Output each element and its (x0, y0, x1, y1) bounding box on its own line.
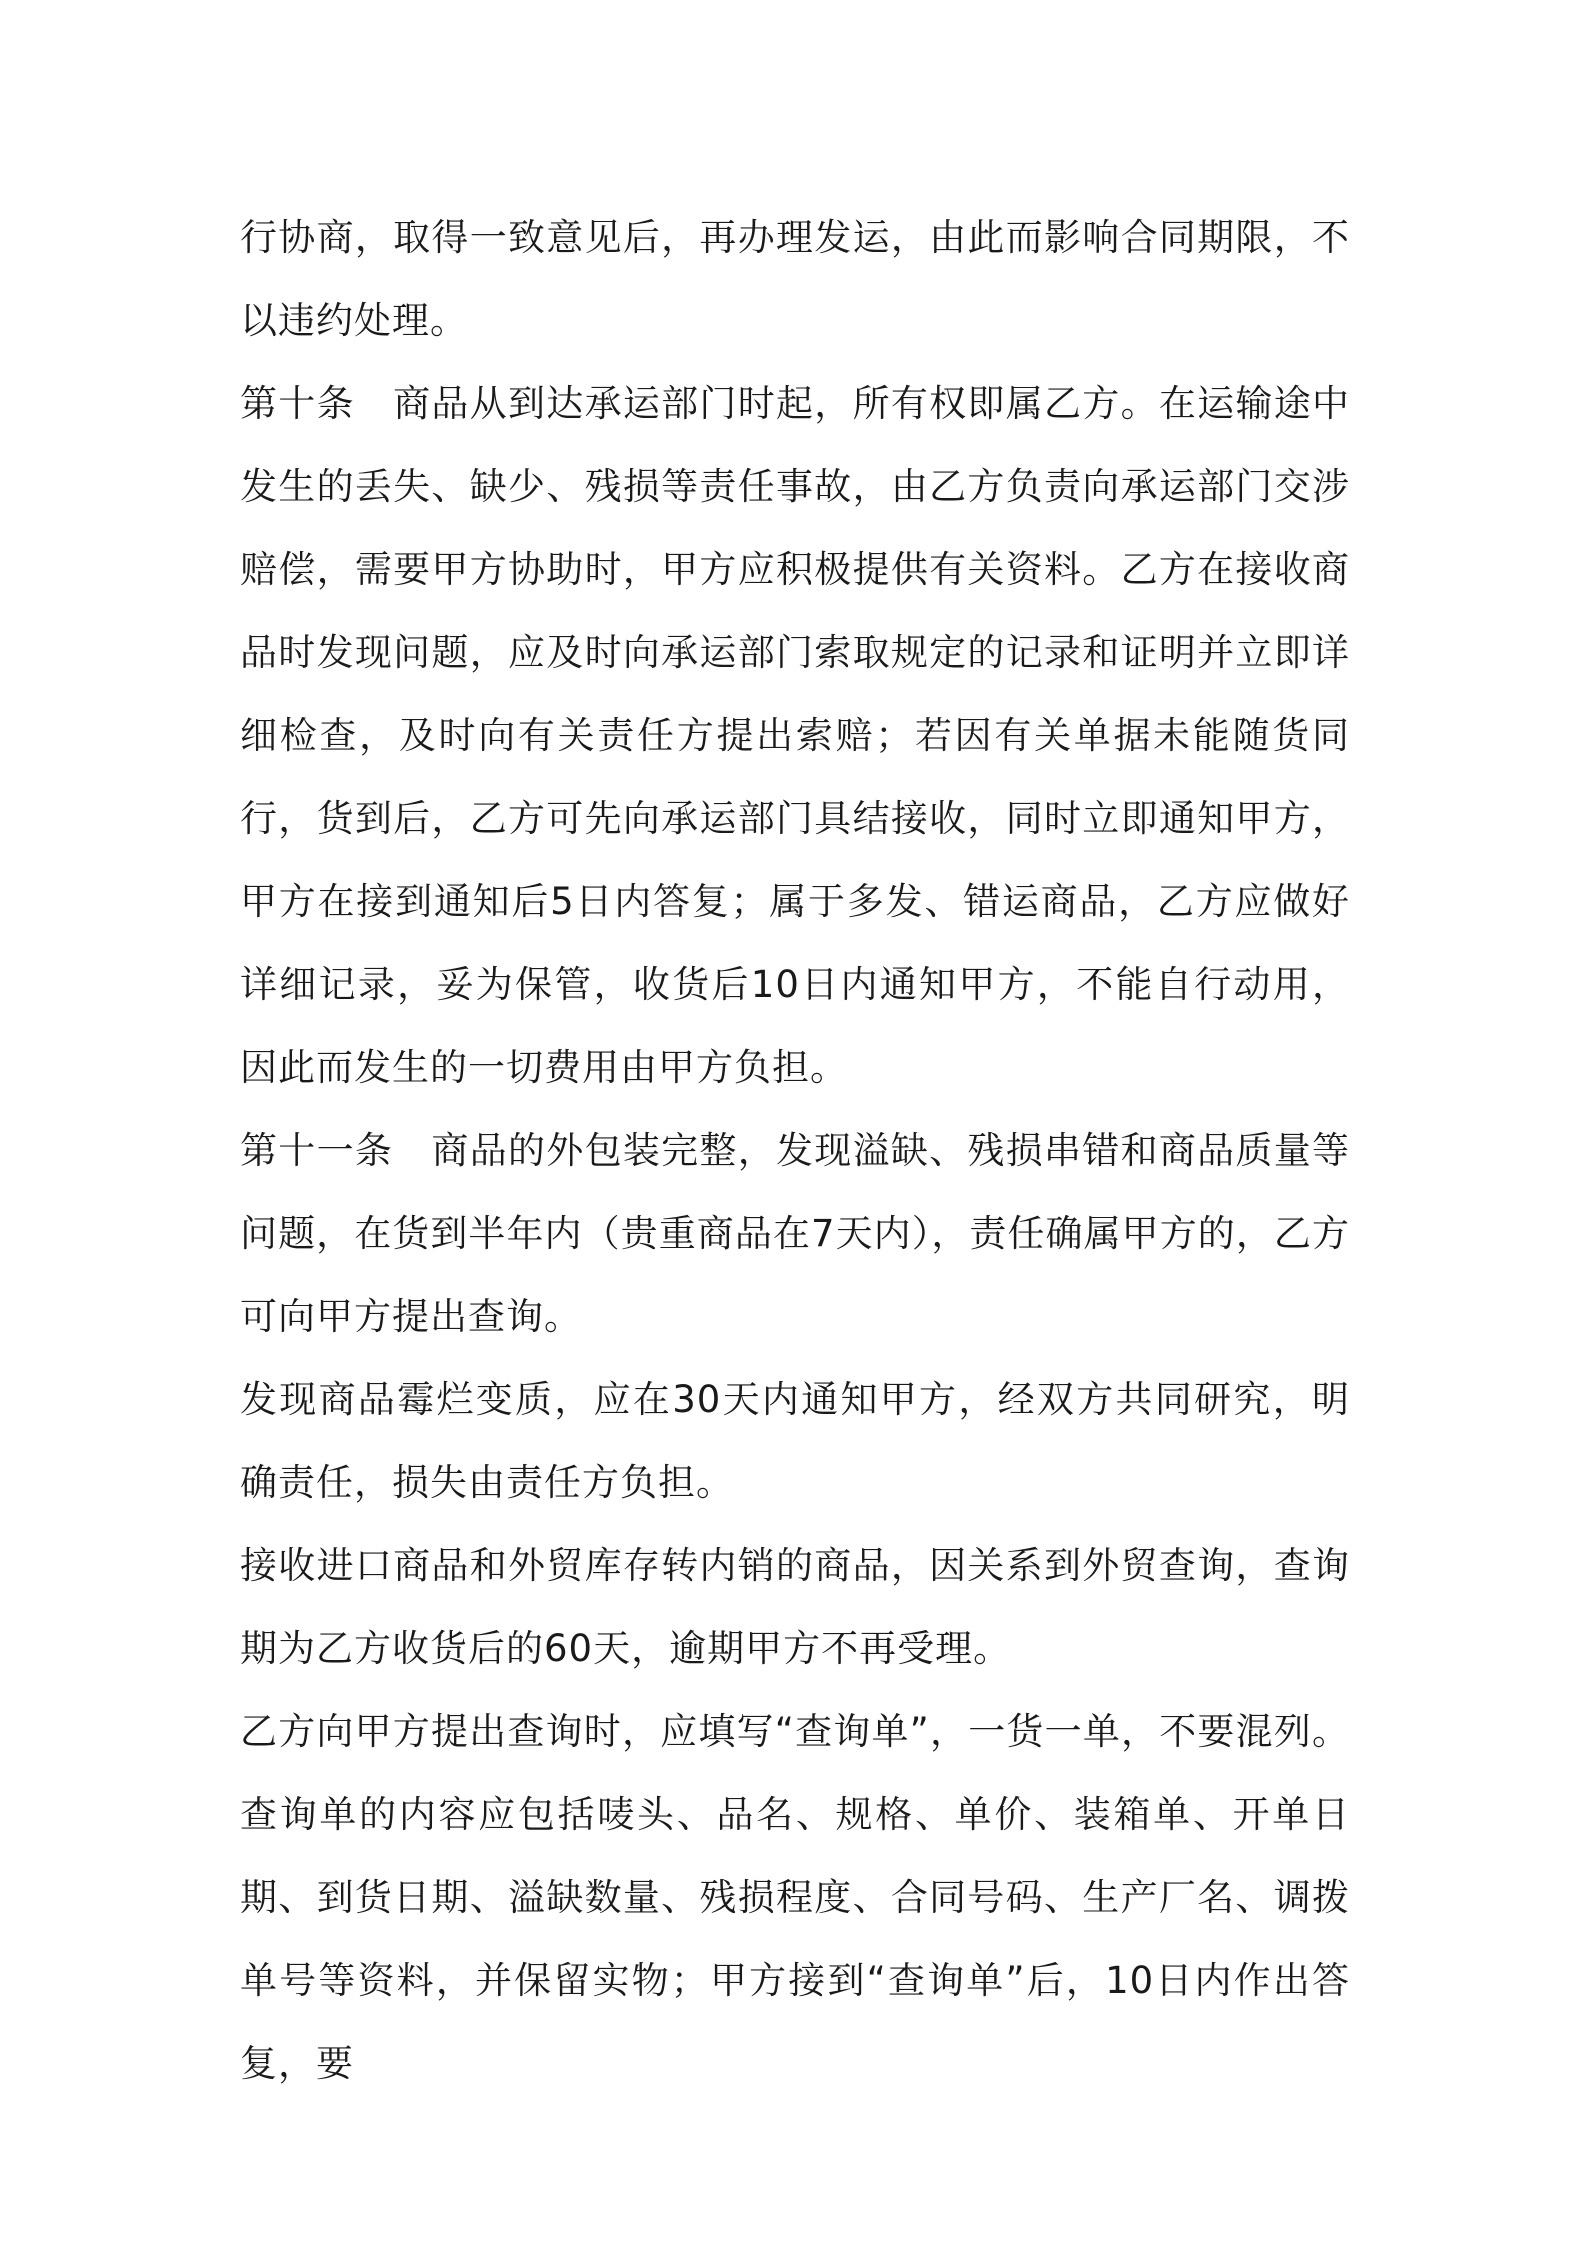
paragraph-inquiry-form: 乙方向甲方提出查询时，应填写“查询单”，一货一单，不要混列。查询单的内容应包括唛头、品名、规格、单价、装箱单、开单日期、到货日期、溢缺数量、残损程度、合同号码、生产厂名、调拨单号等资料，并保留实物；甲方接到“查询单”后，10日内作出答复，要 (240, 1710, 1350, 2085)
paragraph-imported-goods: 接收进口商品和外贸库存转内销的商品，因关系到外贸查询，查询期为乙方收货后的60天，逾期甲方不再受理。 (240, 1544, 1350, 1670)
paragraph-continuation: 行协商，取得一致意见后，再办理发运，由此而影响合同期限，不以违约处理。 (240, 216, 1350, 342)
paragraph-article-11: 第十一条 商品的外包装完整，发现溢缺、残损串错和商品质量等问题，在货到半年内（贵重商品在7天内），责任确属甲方的，乙方可向甲方提出查询。 (240, 1129, 1350, 1338)
document-body (240, 196, 1350, 2105)
paragraph-spoilage: 发现商品霉烂变质，应在30天内通知甲方，经双方共同研究，明确责任，损失由责任方负担。 (240, 1378, 1350, 1504)
paragraph-article-10: 第十条 商品从到达承运部门时起，所有权即属乙方。在运输途中发生的丢失、缺少、残损等责任事故，由乙方负责向承运部门交涉赔偿，需要甲方协助时，甲方应积极提供有关资料。乙方在接收商品时发现问题，应及时向承运部门索取规定的记录和证明并立即详细检查，及时向有关责任方提出索赔；若因有关单据未能随货同行，货到后，乙方可先向承运部门具结接收，同时立即通知甲方，甲方在接到通知后5日内答复；属于多发、错运商品，乙方应做好详细记录，妥为保管，收货后10日内通知甲方，不能自行动用，因此而发生的一切费用由甲方负担。 (240, 382, 1350, 1089)
